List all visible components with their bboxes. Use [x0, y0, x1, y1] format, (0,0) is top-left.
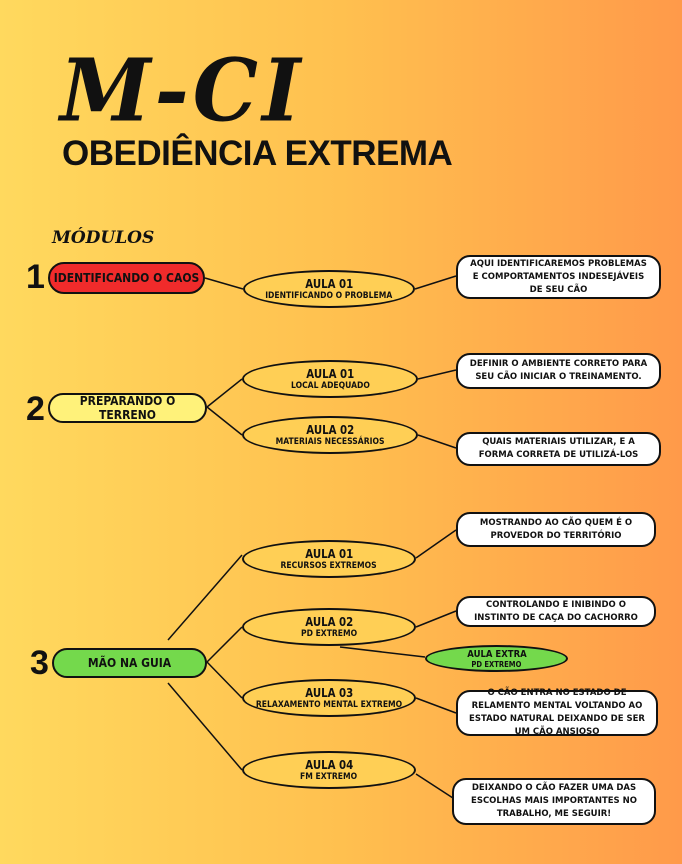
module-number: 2	[26, 390, 45, 428]
lesson-node[interactable]	[242, 751, 416, 789]
connector-m1-l1	[205, 278, 243, 289]
module-pill-3[interactable]: MÃO NA GUIA	[52, 648, 207, 678]
lesson-node[interactable]	[242, 416, 418, 454]
connector-m3-l4	[168, 683, 242, 770]
lesson-subtitle: IDENTIFICANDO O PROBLEMA	[265, 290, 393, 301]
lesson-subtitle: LOCAL ADEQUADO	[290, 380, 370, 391]
connector-m3-l2-note	[416, 611, 456, 627]
connector-m2-l1	[207, 379, 242, 407]
extra-lesson-title: AULA EXTRA	[466, 648, 527, 660]
lesson-note: DEFINIR O AMBIENTE CORRETO PARA SEU CÃO INICIAR O TREINAMENTO.	[456, 353, 661, 389]
lesson-note: QUAIS MATERIAIS UTILIZAR, E A FORMA CORRETA DE UTILIZÁ-LOS	[456, 432, 661, 466]
lesson-note: O CÃO ENTRA NO ESTADO DE RELAMENTO MENTAL VOLTANDO AO ESTADO NATURAL DEIXANDO DE SER UM CÃO ANSIOSO	[456, 690, 658, 736]
module-number: 3	[30, 644, 49, 682]
connector-m3-l3	[207, 662, 242, 698]
section-label: MÓDULOS	[52, 228, 155, 248]
lesson-node[interactable]	[242, 679, 416, 717]
connector-m3-l1	[168, 555, 242, 640]
module-pill-1[interactable]: IDENTIFICANDO O CAOS	[48, 262, 205, 294]
lesson-note: AQUI IDENTIFICAREMOS PROBLEMAS E COMPORTAMENTOS INDESEJÁVEIS DE SEU CÃO	[456, 255, 661, 299]
module-pill-2[interactable]: PREPARANDO O TERRENO	[48, 393, 207, 423]
lesson-title: AULA 04	[304, 757, 353, 772]
lesson-subtitle: RECURSOS EXTREMOS	[280, 560, 378, 571]
logo-title: M-CI	[60, 40, 305, 142]
extra-lesson-subtitle: PD EXTREMO	[471, 659, 522, 669]
connector-m2-l2	[207, 407, 242, 435]
lesson-subtitle: PD EXTREMO	[300, 628, 358, 639]
lesson-subtitle: RELAXAMENTO MENTAL EXTREMO	[255, 699, 403, 710]
lesson-note: MOSTRANDO AO CÃO QUEM É O PROVEDOR DO TERRITÓRIO	[456, 512, 656, 547]
connector-m2-l1-note	[418, 370, 456, 379]
lesson-title: AULA 03	[304, 685, 353, 700]
connector-m3-extra	[340, 647, 425, 657]
page-subtitle: OBEDIÊNCIA EXTREMA	[62, 134, 453, 173]
lesson-node[interactable]	[243, 270, 415, 308]
lesson-node[interactable]	[242, 540, 416, 578]
connector-m1-note	[415, 276, 456, 289]
lesson-subtitle: FM EXTREMO	[300, 771, 358, 782]
extra-lesson-node[interactable]	[425, 645, 568, 672]
lesson-title: AULA 01	[305, 366, 354, 381]
lesson-title: AULA 02	[305, 422, 354, 437]
lesson-note: DEIXANDO O CÃO FAZER UMA DAS ESCOLHAS MAIS IMPORTANTES NO TRABALHO, ME SEGUIR!	[452, 778, 656, 825]
lesson-title: AULA 02	[304, 614, 353, 629]
lesson-note: CONTROLANDO E INIBINDO O INSTINTO DE CAÇA DO CACHORRO	[456, 596, 656, 627]
connector-m3-l4-note	[416, 774, 456, 800]
module-number: 1	[26, 258, 45, 296]
lesson-node[interactable]	[242, 360, 418, 398]
connector-m3-l1-note	[416, 530, 456, 558]
lesson-node[interactable]	[242, 608, 416, 646]
lesson-subtitle: MATERIAIS NECESSÁRIOS	[275, 436, 385, 447]
lesson-title: AULA 01	[304, 546, 353, 561]
connector-m3-l3-note	[416, 698, 456, 713]
connector-m2-l2-note	[418, 435, 456, 448]
lesson-title: AULA 01	[304, 276, 353, 291]
connector-m3-l2	[207, 627, 242, 662]
